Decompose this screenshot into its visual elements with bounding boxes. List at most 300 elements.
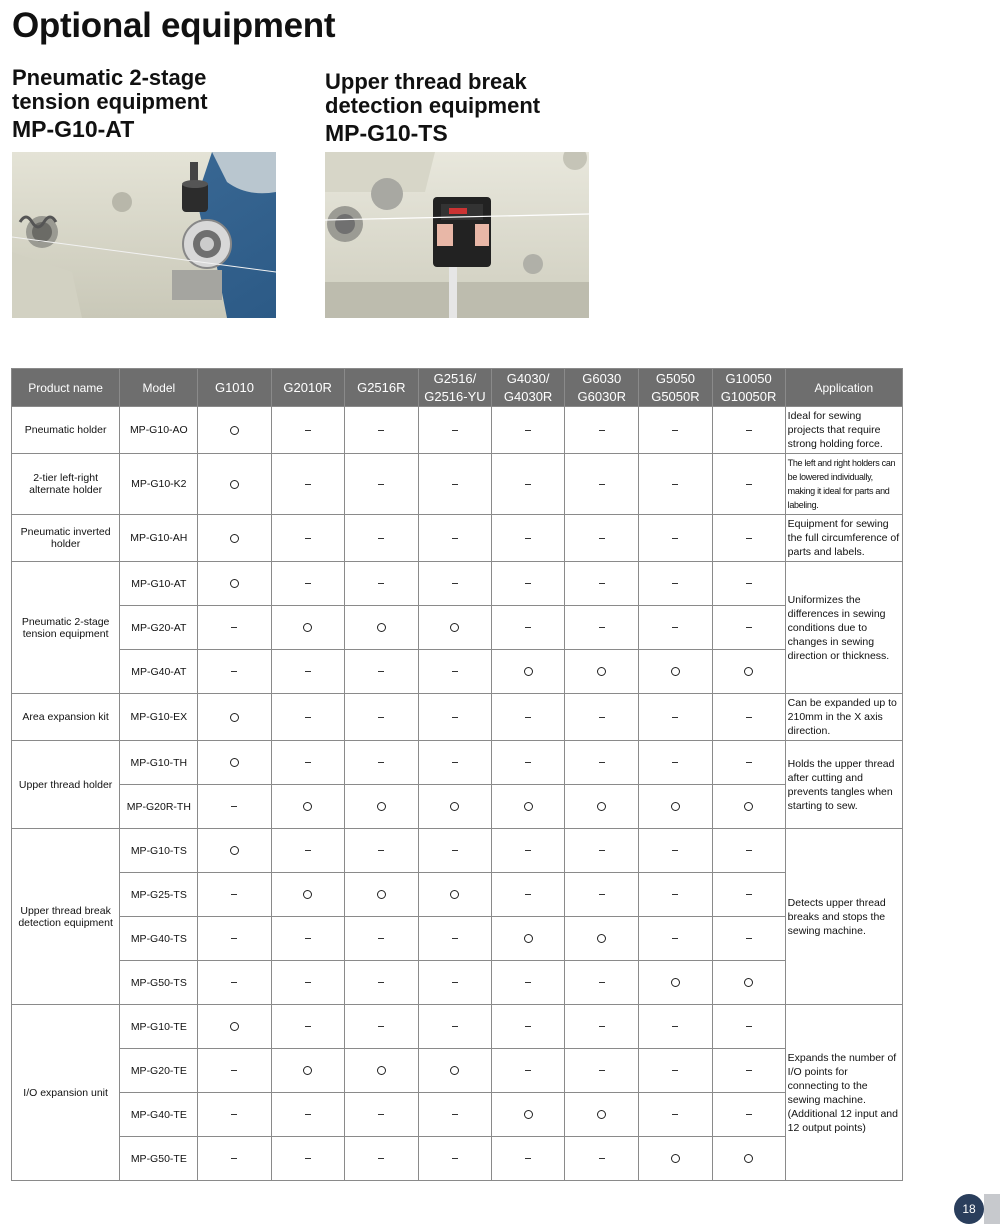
compatibility-cell: [344, 650, 418, 694]
not-available-dash-icon: [305, 762, 311, 763]
model-cell: MP-G10-K2: [120, 454, 198, 515]
compatibility-cell: [344, 454, 418, 515]
compatibility-cell: [492, 1005, 565, 1049]
compatibility-cell: [639, 694, 712, 741]
compatibility-cell: [712, 1093, 785, 1137]
available-circle-icon: [450, 802, 459, 811]
compatibility-cell: [418, 650, 491, 694]
header-line2: G5050R: [651, 388, 700, 404]
compatibility-cell: [492, 873, 565, 917]
compatibility-cell: [418, 1093, 491, 1137]
not-available-dash-icon: [452, 484, 458, 485]
compatibility-cell: [492, 650, 565, 694]
not-available-dash-icon: [599, 484, 605, 485]
application-cell: Uniformizes the differences in sewing conditions due to changes in sewing direction or thickness.: [785, 562, 902, 694]
not-available-dash-icon: [672, 484, 678, 485]
compatibility-cell: [418, 961, 491, 1005]
compatibility-cell: [418, 606, 491, 650]
not-available-dash-icon: [378, 1026, 384, 1027]
compatibility-cell: [565, 829, 639, 873]
table-row: [12, 961, 903, 1005]
not-available-dash-icon: [378, 484, 384, 485]
compatibility-cell: [271, 1005, 344, 1049]
compatibility-cell: [712, 917, 785, 961]
not-available-dash-icon: [452, 1114, 458, 1115]
compatibility-cell: [418, 829, 491, 873]
optional-equipment-table: [11, 368, 903, 1181]
header-product-name: Product name: [12, 369, 120, 407]
compatibility-cell: [418, 1005, 491, 1049]
not-available-dash-icon: [452, 1158, 458, 1159]
compatibility-cell: [639, 917, 712, 961]
header-line2: G10050R: [720, 388, 777, 404]
compatibility-cell: [271, 407, 344, 454]
not-available-dash-icon: [452, 430, 458, 431]
available-circle-icon: [230, 426, 239, 435]
table-row: [12, 741, 903, 785]
not-available-dash-icon: [599, 850, 605, 851]
table-row: [12, 785, 903, 829]
compatibility-cell: [418, 454, 491, 515]
product-name-cell: I/O expansion unit: [12, 1005, 120, 1181]
product-name-cell: Pneumatic inverted holder: [12, 515, 120, 562]
not-available-dash-icon: [231, 806, 237, 807]
product-title-line2: detection equipment: [325, 93, 541, 118]
compatibility-cell: [712, 650, 785, 694]
compatibility-cell: [418, 1049, 491, 1093]
not-available-dash-icon: [231, 1070, 237, 1071]
not-available-dash-icon: [378, 1114, 384, 1115]
compatibility-cell: [565, 454, 639, 515]
compatibility-cell: [492, 1049, 565, 1093]
not-available-dash-icon: [231, 938, 237, 939]
compatibility-cell: [271, 785, 344, 829]
compatibility-cell: [492, 961, 565, 1005]
model-cell: MP-G25-TS: [120, 873, 198, 917]
header-line1: G1010: [214, 379, 254, 395]
not-available-dash-icon: [746, 627, 752, 628]
not-available-dash-icon: [746, 938, 752, 939]
not-available-dash-icon: [746, 538, 752, 539]
compatibility-cell: [418, 873, 491, 917]
compatibility-cell: [344, 1005, 418, 1049]
compatibility-cell: [198, 917, 271, 961]
available-circle-icon: [230, 846, 239, 855]
table-body: [12, 407, 903, 1181]
table-row: [12, 515, 903, 562]
compatibility-cell: [198, 1005, 271, 1049]
available-circle-icon: [230, 480, 239, 489]
compatibility-cell: [712, 1005, 785, 1049]
compatibility-cell: [198, 741, 271, 785]
compatibility-cell: [198, 1093, 271, 1137]
header-line1: G2516R: [357, 379, 406, 395]
not-available-dash-icon: [305, 1158, 311, 1159]
available-circle-icon: [303, 802, 312, 811]
table-row: [12, 694, 903, 741]
not-available-dash-icon: [452, 938, 458, 939]
compatibility-cell: [565, 961, 639, 1005]
compatibility-cell: [271, 961, 344, 1005]
not-available-dash-icon: [525, 982, 531, 983]
table-row: [12, 650, 903, 694]
not-available-dash-icon: [305, 717, 311, 718]
available-circle-icon: [450, 623, 459, 632]
table-row: [12, 873, 903, 917]
not-available-dash-icon: [525, 1026, 531, 1027]
compatibility-cell: [344, 407, 418, 454]
not-available-dash-icon: [599, 538, 605, 539]
not-available-dash-icon: [672, 938, 678, 939]
compatibility-cell: [344, 1137, 418, 1181]
header-model-column: [344, 369, 418, 407]
not-available-dash-icon: [746, 583, 752, 584]
available-circle-icon: [303, 1066, 312, 1075]
compatibility-cell: [565, 1005, 639, 1049]
model-cell: MP-G10-TE: [120, 1005, 198, 1049]
model-cell: MP-G40-AT: [120, 650, 198, 694]
compatibility-cell: [271, 515, 344, 562]
compatibility-cell: [492, 454, 565, 515]
compatibility-cell: [271, 1049, 344, 1093]
compatibility-cell: [492, 1093, 565, 1137]
available-circle-icon: [303, 890, 312, 899]
not-available-dash-icon: [231, 982, 237, 983]
not-available-dash-icon: [672, 717, 678, 718]
header-model-column: [565, 369, 639, 407]
compatibility-cell: [639, 961, 712, 1005]
not-available-dash-icon: [378, 1158, 384, 1159]
not-available-dash-icon: [452, 538, 458, 539]
model-cell: MP-G10-EX: [120, 694, 198, 741]
compatibility-cell: [712, 562, 785, 606]
compatibility-cell: [271, 1137, 344, 1181]
available-circle-icon: [377, 802, 386, 811]
compatibility-cell: [639, 1137, 712, 1181]
compatibility-cell: [271, 873, 344, 917]
not-available-dash-icon: [746, 1070, 752, 1071]
available-circle-icon: [450, 1066, 459, 1075]
not-available-dash-icon: [525, 538, 531, 539]
not-available-dash-icon: [525, 762, 531, 763]
not-available-dash-icon: [672, 894, 678, 895]
not-available-dash-icon: [305, 430, 311, 431]
compatibility-cell: [492, 407, 565, 454]
not-available-dash-icon: [599, 982, 605, 983]
compatibility-cell: [418, 917, 491, 961]
not-available-dash-icon: [231, 627, 237, 628]
header-model-column: [198, 369, 271, 407]
compatibility-cell: [198, 829, 271, 873]
page-edge-tab: [984, 1194, 1000, 1224]
table-row: [12, 1005, 903, 1049]
compatibility-cell: [492, 741, 565, 785]
not-available-dash-icon: [231, 1114, 237, 1115]
header-model-column: [418, 369, 491, 407]
available-circle-icon: [303, 623, 312, 632]
not-available-dash-icon: [305, 583, 311, 584]
available-circle-icon: [377, 890, 386, 899]
not-available-dash-icon: [672, 430, 678, 431]
not-available-dash-icon: [672, 627, 678, 628]
header-line2: G6030R: [577, 388, 626, 404]
compatibility-cell: [418, 407, 491, 454]
product-heading-tension-equipment: [12, 66, 208, 143]
product-name-cell: Upper thread break detection equipment: [12, 829, 120, 1005]
compatibility-cell: [565, 562, 639, 606]
compatibility-cell: [712, 515, 785, 562]
header-model-column: [712, 369, 785, 407]
application-cell: Holds the upper thread after cutting and prevents tangles when starting to sew.: [785, 741, 902, 829]
compatibility-cell: [639, 873, 712, 917]
compatibility-cell: [712, 1049, 785, 1093]
table-row: [12, 606, 903, 650]
compatibility-cell: [418, 741, 491, 785]
compatibility-cell: [639, 650, 712, 694]
available-circle-icon: [671, 1154, 680, 1163]
table-header-row: [12, 369, 903, 407]
table-row: [12, 917, 903, 961]
table-row: [12, 1049, 903, 1093]
available-circle-icon: [744, 978, 753, 987]
model-cell: MP-G40-TS: [120, 917, 198, 961]
application-cell: Ideal for sewing projects that require strong holding force.: [785, 407, 902, 454]
not-available-dash-icon: [599, 762, 605, 763]
compatibility-cell: [492, 515, 565, 562]
not-available-dash-icon: [305, 671, 311, 672]
model-cell: MP-G10-AT: [120, 562, 198, 606]
not-available-dash-icon: [599, 894, 605, 895]
available-circle-icon: [744, 802, 753, 811]
available-circle-icon: [377, 623, 386, 632]
compatibility-cell: [344, 829, 418, 873]
compatibility-cell: [565, 515, 639, 562]
compatibility-cell: [492, 785, 565, 829]
not-available-dash-icon: [452, 762, 458, 763]
header-line1: G2516/: [433, 370, 477, 386]
product-title-line1: Pneumatic 2-stage: [12, 65, 207, 90]
not-available-dash-icon: [525, 717, 531, 718]
compatibility-cell: [344, 694, 418, 741]
available-circle-icon: [524, 934, 533, 943]
compatibility-cell: [198, 694, 271, 741]
header-model-column: [492, 369, 565, 407]
available-circle-icon: [230, 534, 239, 543]
compatibility-cell: [271, 562, 344, 606]
available-circle-icon: [524, 1110, 533, 1119]
available-circle-icon: [377, 1066, 386, 1075]
not-available-dash-icon: [525, 894, 531, 895]
compatibility-cell: [418, 694, 491, 741]
compatibility-cell: [712, 873, 785, 917]
product-name-cell: Pneumatic holder: [12, 407, 120, 454]
compatibility-cell: [712, 1137, 785, 1181]
product-title-line1: Upper thread break: [325, 69, 527, 94]
header-line1: G10050: [725, 370, 772, 386]
not-available-dash-icon: [231, 894, 237, 895]
product-title-line2: tension equipment: [12, 89, 208, 114]
compatibility-cell: [565, 741, 639, 785]
not-available-dash-icon: [452, 717, 458, 718]
product-model: MP-G10-AT: [12, 116, 135, 142]
application-cell: Equipment for sewing the full circumference of parts and labels.: [785, 515, 902, 562]
thread-break-detection-photo: [325, 152, 589, 318]
available-circle-icon: [597, 1110, 606, 1119]
not-available-dash-icon: [599, 627, 605, 628]
not-available-dash-icon: [305, 1114, 311, 1115]
tension-equipment-photo: [12, 152, 276, 318]
compatibility-cell: [639, 454, 712, 515]
compatibility-cell: [492, 1137, 565, 1181]
compatibility-cell: [198, 873, 271, 917]
not-available-dash-icon: [378, 938, 384, 939]
compatibility-cell: [639, 1005, 712, 1049]
not-available-dash-icon: [746, 850, 752, 851]
available-circle-icon: [230, 579, 239, 588]
compatibility-cell: [271, 1093, 344, 1137]
application-cell: Detects upper thread breaks and stops the sewing machine.: [785, 829, 902, 1005]
compatibility-cell: [418, 515, 491, 562]
compatibility-cell: [198, 961, 271, 1005]
compatibility-cell: [198, 454, 271, 515]
available-circle-icon: [671, 802, 680, 811]
compatibility-cell: [271, 454, 344, 515]
product-name-cell: Upper thread holder: [12, 741, 120, 829]
available-circle-icon: [524, 667, 533, 676]
not-available-dash-icon: [599, 1070, 605, 1071]
not-available-dash-icon: [452, 850, 458, 851]
available-circle-icon: [744, 1154, 753, 1163]
header-application: Application: [785, 369, 902, 407]
compatibility-cell: [639, 785, 712, 829]
model-cell: MP-G10-AH: [120, 515, 198, 562]
not-available-dash-icon: [746, 1026, 752, 1027]
not-available-dash-icon: [525, 1070, 531, 1071]
not-available-dash-icon: [525, 484, 531, 485]
compatibility-cell: [639, 829, 712, 873]
available-circle-icon: [671, 667, 680, 676]
table-row: [12, 829, 903, 873]
compatibility-cell: [712, 961, 785, 1005]
model-cell: MP-G10-TS: [120, 829, 198, 873]
available-circle-icon: [744, 667, 753, 676]
application-cell: The left and right holders can be lowered individually, making it ideal for parts and labeling.: [785, 454, 902, 515]
compatibility-cell: [492, 917, 565, 961]
not-available-dash-icon: [672, 1114, 678, 1115]
model-cell: MP-G10-TH: [120, 741, 198, 785]
compatibility-cell: [344, 917, 418, 961]
available-circle-icon: [450, 890, 459, 899]
product-name-cell: Area expansion kit: [12, 694, 120, 741]
compatibility-cell: [565, 694, 639, 741]
product-heading-thread-break-detection: [325, 70, 540, 147]
not-available-dash-icon: [599, 430, 605, 431]
compatibility-cell: [712, 454, 785, 515]
compatibility-cell: [198, 515, 271, 562]
table-row: [12, 407, 903, 454]
model-cell: MP-G50-TE: [120, 1137, 198, 1181]
not-available-dash-icon: [599, 1158, 605, 1159]
header-line1: G5050: [655, 370, 695, 386]
compatibility-cell: [565, 785, 639, 829]
compatibility-cell: [344, 961, 418, 1005]
compatibility-cell: [198, 1049, 271, 1093]
compatibility-cell: [639, 515, 712, 562]
compatibility-cell: [712, 741, 785, 785]
header-line2: G4030R: [503, 388, 553, 404]
table-row: [12, 1093, 903, 1137]
available-circle-icon: [230, 758, 239, 767]
not-available-dash-icon: [231, 671, 237, 672]
compatibility-cell: [639, 562, 712, 606]
compatibility-cell: [418, 1137, 491, 1181]
not-available-dash-icon: [672, 1026, 678, 1027]
compatibility-cell: [639, 741, 712, 785]
header-model-column: [639, 369, 712, 407]
compatibility-cell: [565, 1137, 639, 1181]
not-available-dash-icon: [672, 762, 678, 763]
compatibility-cell: [344, 785, 418, 829]
model-cell: MP-G40-TE: [120, 1093, 198, 1137]
not-available-dash-icon: [746, 484, 752, 485]
not-available-dash-icon: [378, 538, 384, 539]
not-available-dash-icon: [746, 1114, 752, 1115]
compatibility-cell: [198, 562, 271, 606]
not-available-dash-icon: [305, 982, 311, 983]
available-circle-icon: [597, 802, 606, 811]
compatibility-cell: [271, 741, 344, 785]
product-name-cell: Pneumatic 2-stage tension equipment: [12, 562, 120, 694]
not-available-dash-icon: [746, 717, 752, 718]
compatibility-cell: [271, 606, 344, 650]
table-row: [12, 562, 903, 606]
model-cell: MP-G20R-TH: [120, 785, 198, 829]
not-available-dash-icon: [378, 430, 384, 431]
compatibility-cell: [565, 407, 639, 454]
not-available-dash-icon: [305, 938, 311, 939]
application-cell: Expands the number of I/O points for connecting to the sewing machine. (Additional 12 input and 12 output points): [785, 1005, 902, 1181]
compatibility-cell: [565, 873, 639, 917]
not-available-dash-icon: [378, 982, 384, 983]
page-number: 18: [954, 1194, 984, 1224]
not-available-dash-icon: [525, 627, 531, 628]
model-cell: MP-G20-TE: [120, 1049, 198, 1093]
available-circle-icon: [597, 667, 606, 676]
available-circle-icon: [524, 802, 533, 811]
compatibility-cell: [565, 1093, 639, 1137]
compatibility-cell: [492, 606, 565, 650]
available-circle-icon: [671, 978, 680, 987]
not-available-dash-icon: [378, 671, 384, 672]
compatibility-cell: [565, 1049, 639, 1093]
available-circle-icon: [230, 713, 239, 722]
not-available-dash-icon: [599, 717, 605, 718]
not-available-dash-icon: [746, 894, 752, 895]
compatibility-cell: [492, 829, 565, 873]
model-cell: MP-G20-AT: [120, 606, 198, 650]
product-model: MP-G10-TS: [325, 120, 448, 146]
compatibility-cell: [344, 1093, 418, 1137]
compatibility-cell: [198, 650, 271, 694]
not-available-dash-icon: [452, 1026, 458, 1027]
compatibility-cell: [712, 606, 785, 650]
compatibility-cell: [344, 606, 418, 650]
header-line2: G2516-YU: [424, 388, 486, 404]
compatibility-cell: [344, 1049, 418, 1093]
not-available-dash-icon: [378, 850, 384, 851]
compatibility-cell: [344, 562, 418, 606]
not-available-dash-icon: [305, 1026, 311, 1027]
